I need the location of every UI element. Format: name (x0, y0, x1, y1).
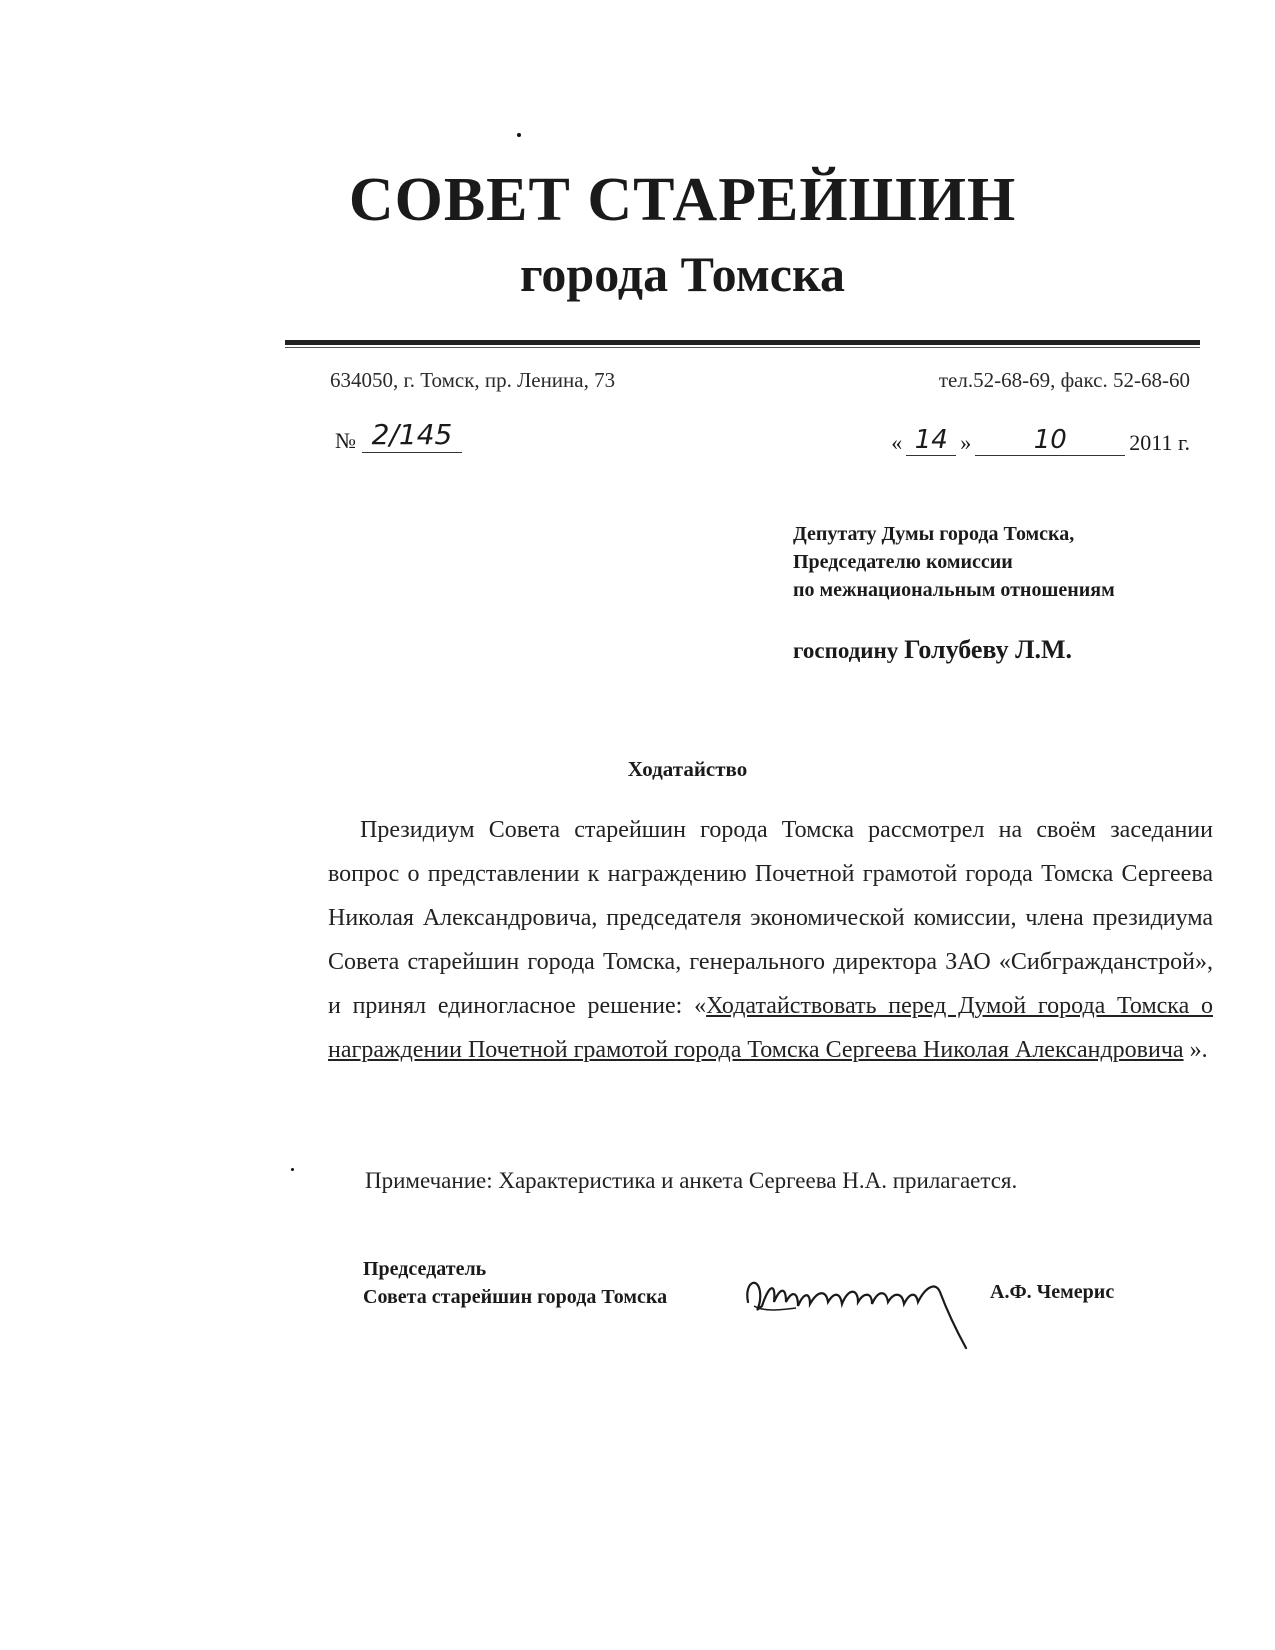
body-paragraph (328, 808, 1213, 1072)
date-day: 14 (906, 425, 956, 456)
letterhead-subtitle: города Томска (519, 246, 846, 302)
addressee-line: Депутату Думы города Томска, (793, 523, 1075, 545)
reference-number-label: № (335, 428, 356, 453)
addressee-honorific: господину (793, 638, 899, 663)
letterhead-address: 634050, г. Томск, пр. Ленина, 73 (330, 368, 616, 392)
letterhead-rule-thin (285, 347, 1200, 348)
body-paragraph-start: Президиум Совета старейшин города Томска рассмотрел на своём заседании вопрос о представлении к награждению Почетной грамотой города Томска Сергеева Николая Александровича, председателя экономической комиссии, члена президиума Совета старейшин города Томска, генерального директора ЗАО «Сибгражданстрой», и принял единогласное решение: « (328, 817, 1213, 1019)
letterhead-title: СОВЕТ СТАРЕЙШИН (348, 166, 1017, 234)
handwritten-signature (740, 1262, 990, 1352)
signatory-title-line: Председатель (363, 1258, 487, 1280)
addressee-line: по межнациональным отношениям (793, 579, 1115, 601)
signatory-title-line: Совета старейшин города Томска (363, 1286, 668, 1308)
addressee-name: Голубеву Л.М. (904, 635, 1072, 664)
addressee-name-line (793, 635, 1072, 665)
reference-number-value: 2/145 (362, 418, 462, 453)
addressee-block (793, 520, 1115, 604)
date-quote-close: » (960, 430, 972, 455)
date-quote-open: « (891, 430, 903, 455)
signatory-name: А.Ф. Чемерис (990, 1281, 1115, 1303)
reference-date (891, 425, 1190, 456)
date-year: 2011 г. (1129, 430, 1190, 455)
signatory-title (363, 1255, 667, 1311)
addressee-line: Председателю комиссии (793, 551, 1013, 573)
document-heading: Ходатайство (627, 757, 748, 781)
scan-speck (517, 133, 521, 137)
attachment-note: Примечание: Характеристика и анкета Сергеева Н.А. прилагается. (365, 1168, 1018, 1193)
scan-speck (291, 1168, 294, 1171)
body-resolution-underlined: Ходатайствовать перед Думой города Томска о награждении Почетной грамотой города Томска Сергеева Николая Александровича (328, 993, 1213, 1063)
body-paragraph-end: ». (1183, 1037, 1208, 1063)
date-month: 10 (975, 425, 1125, 456)
letterhead-rule (285, 340, 1200, 345)
letterhead-phones: тел.52-68-69, факс. 52-68-60 (938, 368, 1190, 392)
